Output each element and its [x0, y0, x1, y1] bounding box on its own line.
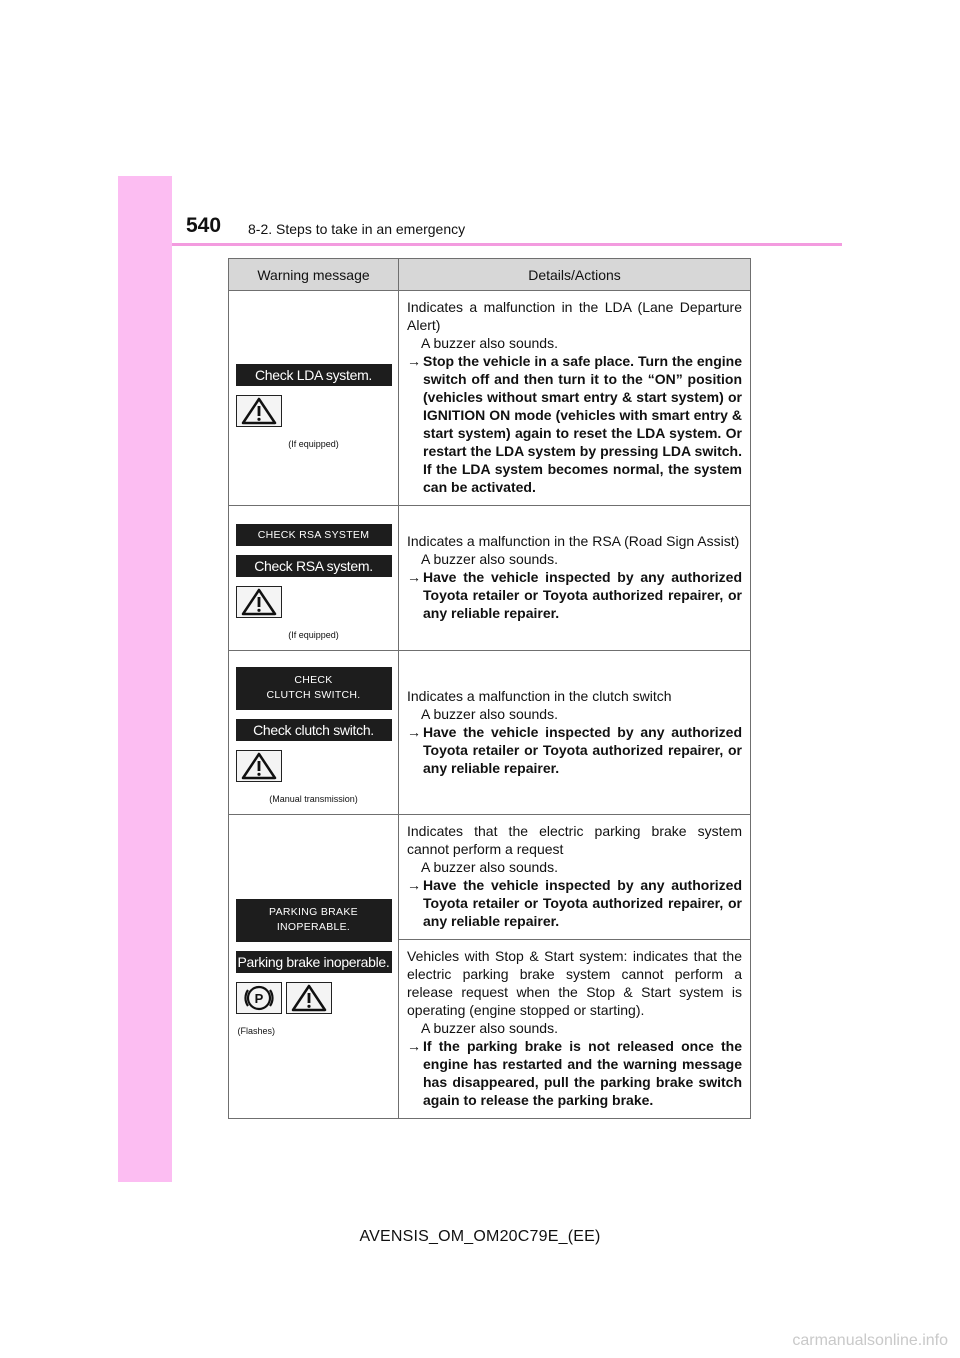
column-header-warning: Warning message	[229, 259, 399, 291]
buzzer-note: A buzzer also sounds.	[421, 1020, 558, 1036]
details-cell	[399, 940, 751, 1119]
details-lead: Indicates that the electric parking brake system cannot perform a request	[407, 823, 742, 857]
action-text: Have the vehicle inspected by any authorized Toyota retailer or Toyota authorized repairer, or any reliable repairer.	[423, 877, 742, 929]
table-row	[229, 291, 751, 506]
message-display: Parking brake inoperable.	[236, 951, 392, 973]
manual-id-footer: AVENSIS_OM_OM20C79E_(EE)	[359, 1228, 601, 1245]
header-divider	[172, 243, 842, 246]
arrow-icon: →	[407, 877, 421, 893]
action-item	[407, 723, 742, 777]
details-cell	[399, 815, 751, 940]
details-lead: Indicates a malfunction in the RSA (Road Sign Assist)	[407, 533, 740, 549]
message-display	[236, 899, 392, 942]
table-row	[229, 651, 751, 815]
message-display: Check clutch switch.	[236, 719, 392, 741]
caption: (If equipped)	[288, 630, 339, 640]
arrow-icon: →	[407, 723, 421, 740]
table-row	[229, 506, 751, 651]
side-band	[118, 176, 172, 1182]
message-line: PARKING BRAKE	[269, 906, 358, 918]
caption: (If equipped)	[288, 438, 339, 449]
message-line: CLUTCH SWITCH.	[266, 689, 361, 701]
message-line: CHECK	[294, 674, 333, 686]
arrow-icon: →	[407, 353, 421, 369]
warning-cell	[229, 291, 399, 506]
page-number: 540	[186, 214, 222, 237]
parking-brake-icon	[236, 982, 282, 1014]
details-cell	[399, 506, 751, 651]
action-item	[407, 352, 742, 496]
message-display	[236, 667, 392, 710]
warning-cell	[229, 651, 399, 815]
warning-triangle-icon	[236, 395, 282, 427]
details-lead: Indicates a malfunction in the clutch switch	[407, 687, 672, 704]
warning-triangle-icon	[236, 750, 282, 782]
details-lead: Vehicles with Stop & Start system: indicates that the electric parking brake system cannot perform a release request when the Stop & Start system is operating (engine stopped or starting).	[407, 948, 742, 1018]
action-item	[407, 568, 742, 622]
warning-cell	[229, 815, 399, 1119]
details-cell	[399, 291, 751, 506]
section-title: 8-2. Steps to take in an emergency	[248, 221, 466, 237]
message-display: Check LDA system.	[236, 364, 392, 386]
buzzer-note: A buzzer also sounds.	[421, 705, 558, 722]
warning-triangle-icon	[286, 982, 332, 1014]
caption: (Manual transmission)	[269, 794, 358, 804]
action-item	[407, 876, 742, 930]
buzzer-note: A buzzer also sounds.	[421, 335, 558, 351]
details-lead: Indicates a malfunction in the LDA (Lane Departure Alert)	[407, 299, 742, 333]
arrow-icon: →	[407, 1038, 421, 1054]
action-text: Have the vehicle inspected by any authorized Toyota retailer or Toyota authorized repairer, or any reliable repairer.	[423, 723, 742, 776]
warning-cell	[229, 506, 399, 651]
action-item	[407, 1037, 742, 1109]
details-cell	[399, 651, 751, 815]
svg-text:P: P	[254, 991, 263, 1006]
column-header-details: Details/Actions	[399, 259, 751, 291]
buzzer-note: A buzzer also sounds.	[421, 551, 558, 567]
table-row	[229, 815, 751, 940]
action-text: If the parking brake is not released once the engine has restarted and the warning message has disappeared, pull the parking brake switch again to release the parking brake.	[423, 1038, 742, 1108]
arrow-icon: →	[407, 569, 421, 585]
action-text: Stop the vehicle in a safe place. Turn the engine switch off and then turn it to the “ON” position (vehicles without smart entry & start system) or IGNITION ON mode (vehicles with smart entry & start system) again to reset the LDA system. Or restart the LDA system by pressing LDA switch. If the LDA system becomes normal, the system can be activated.	[423, 353, 742, 495]
buzzer-note: A buzzer also sounds.	[421, 859, 558, 875]
action-text: Have the vehicle inspected by any authorized Toyota retailer or Toyota authorized repairer, or any reliable repairer.	[423, 569, 742, 621]
message-line: INOPERABLE.	[276, 921, 351, 933]
table-header-row	[229, 259, 751, 291]
caption: (Flashes)	[237, 1026, 276, 1036]
message-display: Check RSA system.	[236, 555, 392, 577]
message-display: CHECK RSA SYSTEM	[236, 524, 392, 546]
warning-table	[228, 258, 751, 1119]
warning-triangle-icon	[236, 586, 282, 618]
watermark: carmanualsonline.info	[792, 1332, 948, 1349]
